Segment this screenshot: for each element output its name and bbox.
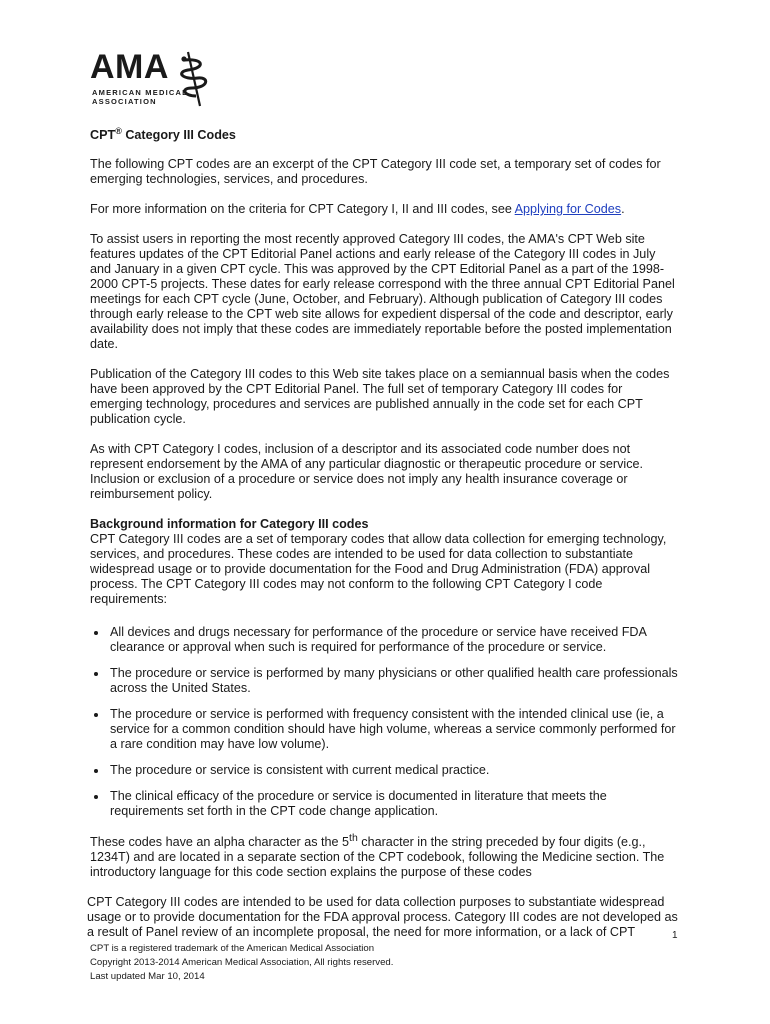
ama-logo: [90, 50, 230, 112]
alpha-character-paragraph: [90, 831, 678, 880]
list-item: • The procedure or service is performed with frequency consistent with the intended clinical use (ie, a service for a common condition should have high volume, whereas a service commonly performed for a rare condition may have low volume).: [108, 707, 678, 752]
title-suffix: Category III Codes: [121, 128, 236, 143]
background-heading: Background information for Category III codes: [90, 517, 369, 532]
background-body: CPT Category III codes are a set of temporary codes that allow data collection for emerging technology, services, and procedures. These codes are intended to be used for data collection to substantiate widespread usage or to provide documentation for the Food and Drug Administration (FDA) approval process. The CPT Category III codes may not conform to the following CPT Category I code requirements:: [90, 532, 667, 607]
page-footer: [90, 942, 393, 984]
intro-paragraph: The following CPT codes are an excerpt of the CPT Category III code set, a temporary set of codes for emerging technologies, services, and procedures.: [90, 157, 661, 187]
page-title: [90, 124, 678, 143]
page-number: 1: [672, 930, 678, 941]
list-item: • The procedure or service is performed by many physicians or other qualified health care professionals across the United States.: [108, 666, 678, 696]
purpose-paragraph: CPT Category III codes are intended to be used for data collection purposes to substantiate widespread usage or to provide documentation for the FDA approval process. Category III codes are not developed as a result of Panel review of an incomplete proposal, the need for more information, or a lack of CPT: [87, 895, 678, 940]
footer-copyright: Copyright 2013-2014 American Medical Association, All rights reserved.: [90, 957, 394, 968]
footer-trademark: CPT is a registered trademark of the American Medical Association: [90, 943, 375, 954]
criteria-period: .: [621, 202, 625, 217]
document-body: [87, 124, 678, 955]
title-prefix: CPT: [90, 128, 116, 143]
logo-line-2: ASSOCIATION: [92, 97, 157, 106]
endorsement-paragraph: As with CPT Category I codes, inclusion of a descriptor and its associated code number does not represent endorsement by the AMA of any particular diagnostic or therapeutic procedure or service. Inclusion or exclusion of a procedure or service does not imply any health insurance coverage or reimbursement policy.: [90, 442, 644, 502]
background-section: [90, 517, 678, 607]
logo-line-1: AMERICAN MEDICAL: [92, 88, 188, 97]
requirements-list: [90, 625, 678, 819]
logo-wordmark: AMA: [90, 48, 169, 86]
assist-paragraph: To assist users in reporting the most recently approved Category III codes, the AMA's CPT Web site features updates of the CPT Editorial Panel actions and early release of the Category III codes in July and January in a given CPT cycle. This was approved by the CPT Editorial Panel as a part of the 1998-2000 CPT-5 projects. These dates for early release correspond with the three annual CPT Editorial Panel meetings for each CPT cycle (June, October, and February). Although publication of Category III codes through early release to the CPT web site allows for expedient dispersal of the code and descriptor, early availability does not imply that these codes are immediately reportable before the posted implementation date.: [90, 232, 675, 352]
ordinal-suffix: th: [349, 832, 358, 845]
footer-updated: Last updated Mar 10, 2014: [90, 971, 205, 982]
applying-for-codes-link[interactable]: Applying for Codes: [514, 202, 622, 217]
registered-mark: ®: [115, 126, 122, 136]
publication-paragraph: Publication of the Category III codes to this Web site takes place on a semiannual basis when the codes have been approved by the CPT Editorial Panel. The full set of temporary Category III codes for emerging technology, procedures and services are published annually in the code set for each CPT publication cycle.: [90, 367, 670, 427]
list-item: • The procedure or service is consistent with current medical practice.: [108, 763, 678, 778]
list-item: • The clinical efficacy of the procedure or service is documented in literature that meets the requirements set forth in the CPT code change application.: [108, 789, 678, 819]
list-item: • All devices and drugs necessary for performance of the procedure or service have received FDA clearance or approval when such is required for performance of the procedure or service.: [108, 625, 678, 655]
alpha-text-rest: character in the string preceded by four digits (e.g., 1234T) and are located in a separate section of the CPT codebook, following the Medicine section. The introductory language for this code section explains the purpose of these codes: [90, 835, 665, 880]
alpha-text: These codes have an alpha character as the 5: [90, 835, 350, 850]
criteria-paragraph: [90, 202, 678, 217]
logo-subtitle: [92, 88, 188, 106]
criteria-text: For more information on the criteria for CPT Category I, II and III codes, see: [90, 202, 515, 217]
